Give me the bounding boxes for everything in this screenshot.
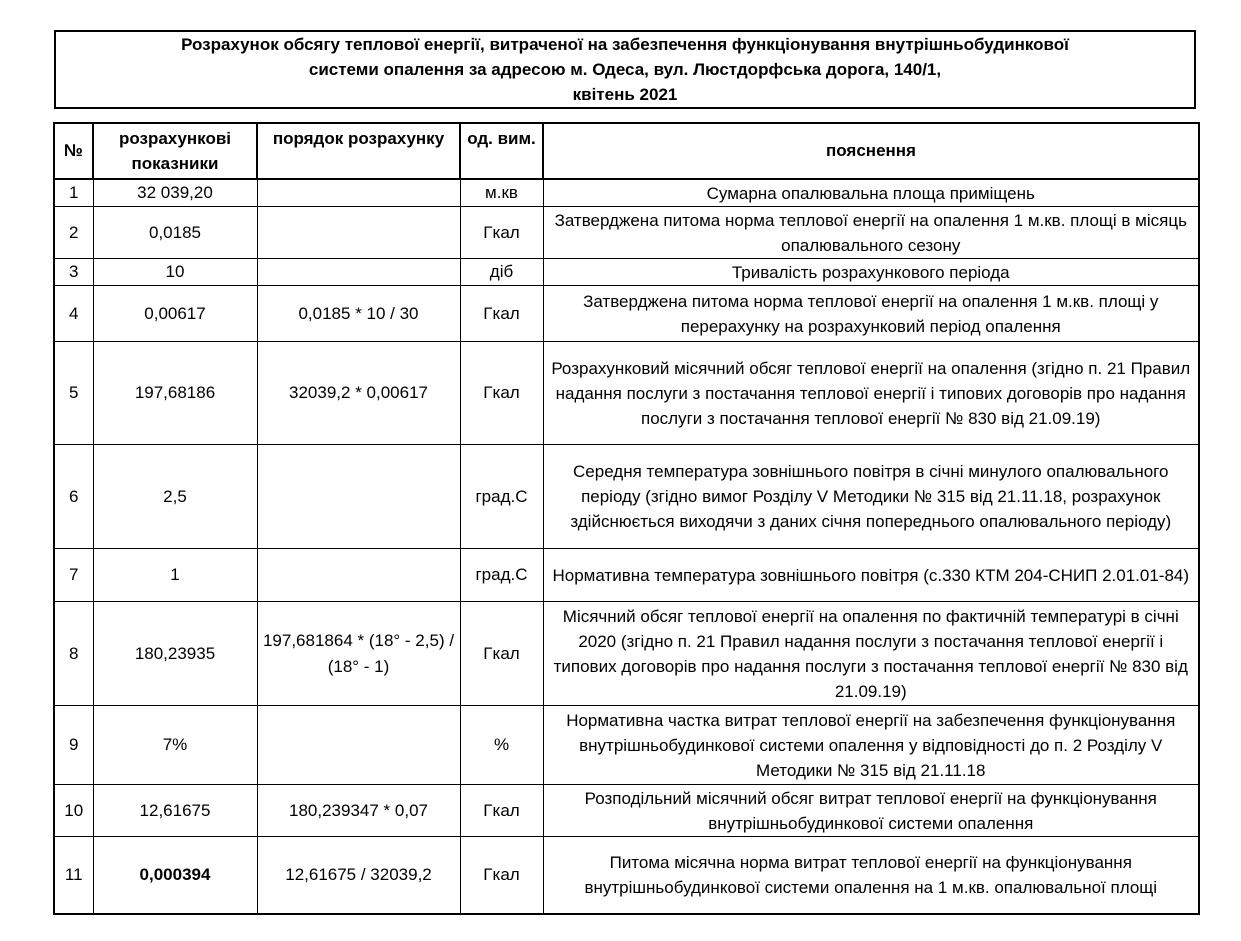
table-row [54,785,1199,837]
row-num: 8 [54,602,93,706]
row-unit: град.С [460,549,543,602]
table-row [54,259,1199,286]
row-num: 2 [54,207,93,259]
row-note: Тривалість розрахункового періода [543,259,1199,286]
table-row [54,286,1199,342]
row-note: Питома місячна норма витрат теплової енергії на функціонування внутрішньобудинкової системи опалення на 1 м.кв. опалювальної площі [543,837,1199,914]
row-value: 2,5 [93,445,257,549]
row-note: Розрахунковий місячний обсяг теплової енергії на опалення (згідно п. 21 Правил надання послуги з постачання теплової енергії і типових договорів про надання послуги з постачання теплової енергії № 830 від 21.09.19) [543,342,1199,445]
row-value: 32 039,20 [93,179,257,207]
document-title [54,30,1196,109]
table-row [54,445,1199,549]
table-row [54,342,1199,445]
table-header-row [54,123,1199,179]
row-value: 10 [93,259,257,286]
row-formula: 32039,2 * 0,00617 [257,342,460,445]
row-num: 1 [54,179,93,207]
row-value: 1 [93,549,257,602]
row-note: Місячний обсяг теплової енергії на опалення по фактичній температурі в січні 2020 (згідно п. 21 Правил надання послуги з постачання теплової енергії і типових договорів про надання послуги з постачання теплової енергії № 830 від 21.09.19) [543,602,1199,706]
row-num: 11 [54,837,93,914]
row-note: Нормативна температура зовнішнього повітря (с.330 КТМ 204-СНИП 2.01.01-84) [543,549,1199,602]
row-value: 197,68186 [93,342,257,445]
row-formula: 0,0185 * 10 / 30 [257,286,460,342]
row-formula: 12,61675 / 32039,2 [257,837,460,914]
title-line-1: Розрахунок обсягу теплової енергії, витраченої на забезпечення функціонування внутрішньобудинкової [181,35,1069,54]
row-formula [257,549,460,602]
row-note: Затверджена питома норма теплової енергії на опалення 1 м.кв. площі у перерахунку на розрахунковий період опалення [543,286,1199,342]
row-note: Нормативна частка витрат теплової енергії на забезпечення функціонування внутрішньобудинкової системи опалення у відповідності до п. 2 Розділу V Методики № 315 від 21.11.18 [543,706,1199,785]
table-row [54,837,1199,914]
table-row [54,602,1199,706]
row-value: 12,61675 [93,785,257,837]
header-note: пояснення [543,123,1199,179]
row-num: 7 [54,549,93,602]
row-value: 0,00617 [93,286,257,342]
row-unit: діб [460,259,543,286]
row-formula [257,445,460,549]
row-unit: град.С [460,445,543,549]
row-unit: Гкал [460,342,543,445]
row-formula [257,259,460,286]
row-formula [257,179,460,207]
table-row [54,207,1199,259]
row-unit: % [460,706,543,785]
row-note: Розподільний місячний обсяг витрат теплової енергії на функціонування внутрішньобудинкової системи опалення [543,785,1199,837]
row-note: Сумарна опалювальна площа приміщень [543,179,1199,207]
row-unit: Гкал [460,837,543,914]
row-formula: 197,681864 * (18° - 2,5) / (18° - 1) [257,602,460,706]
header-unit: од. вим. [460,123,543,179]
table-row [54,549,1199,602]
row-unit: Гкал [460,286,543,342]
row-num: 5 [54,342,93,445]
header-formula: порядок розрахунку [257,123,460,179]
row-value: 7% [93,706,257,785]
row-value: 0,000394 [93,837,257,914]
row-unit: Гкал [460,207,543,259]
row-unit: Гкал [460,785,543,837]
table-row [54,706,1199,785]
row-note: Середня температура зовнішнього повітря в січні минулого опалювального періоду (згідно вимог Розділу V Методики № 315 від 21.11.18, розрахунок здійснюється виходячи з даних січня попереднього опалювального періоду) [543,445,1199,549]
calculation-table [53,122,1200,915]
row-value: 180,23935 [93,602,257,706]
row-formula [257,207,460,259]
header-num: № [54,123,93,179]
row-unit: Гкал [460,602,543,706]
table-row [54,179,1199,207]
row-num: 4 [54,286,93,342]
row-formula [257,706,460,785]
title-line-3: квітень 2021 [572,85,678,104]
row-num: 9 [54,706,93,785]
row-note: Затверджена питома норма теплової енергії на опалення 1 м.кв. площі в місяць опалювального сезону [543,207,1199,259]
header-indicators: розрахункові показники [93,123,257,179]
row-unit: м.кв [460,179,543,207]
row-num: 10 [54,785,93,837]
row-value: 0,0185 [93,207,257,259]
row-formula: 180,239347 * 0,07 [257,785,460,837]
row-num: 6 [54,445,93,549]
title-line-2: системи опалення за адресою м. Одеса, вул. Люстдорфська дорога, 140/1, [308,60,942,79]
row-num: 3 [54,259,93,286]
